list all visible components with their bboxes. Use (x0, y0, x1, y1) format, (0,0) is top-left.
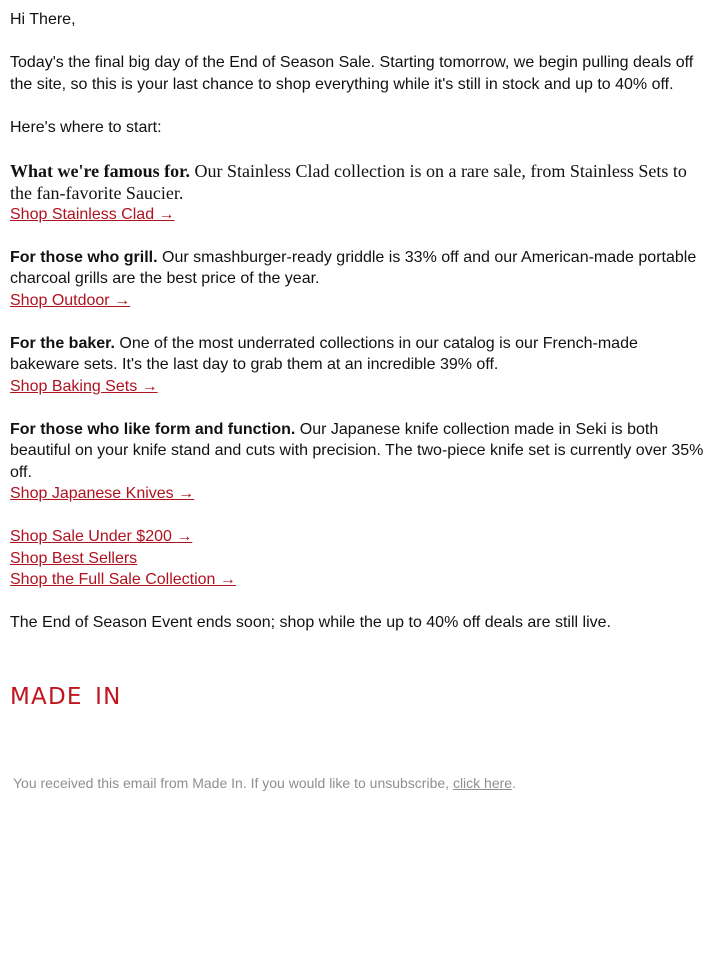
shop-japanese-knives-link[interactable]: Shop Japanese Knives → (10, 485, 195, 502)
shop-full-sale-link[interactable]: Shop the Full Sale Collection → (10, 571, 236, 588)
section-body: Our smashburger-ready griddle is 33% off and our American-made portable charcoal grills are the best price of the year. (10, 248, 697, 287)
section-text (10, 247, 710, 290)
section-heading: For those who like form and function. (10, 420, 296, 438)
section-text (10, 419, 710, 484)
section-text (10, 160, 710, 204)
shop-best-sellers-link[interactable]: Shop Best Sellers (10, 549, 138, 567)
footer-text: You received this email from Made In. If you would like to unsubscribe, (13, 775, 453, 791)
unsubscribe-link[interactable]: click here (452, 775, 513, 791)
extra-links (10, 526, 710, 591)
footer (13, 775, 516, 791)
section-baking (10, 333, 710, 398)
section-body: One of the most underrated collections in our catalog is our French-made bakeware sets. It's the last day to grab them at an incredible 39% off. (10, 334, 638, 373)
made-in-logo[interactable]: MADE IN (10, 684, 122, 710)
section-heading: What we're famous for. (10, 160, 190, 181)
start-text: Here's where to start: (10, 118, 162, 136)
shop-outdoor-link[interactable]: Shop Outdoor → (10, 291, 131, 309)
section-body: Our Stainless Clad collection is on a rare sale, from Stainless Sets to the fan-favorite Saucier. (10, 160, 687, 203)
closing-text: The End of Season Event ends soon; shop while the up to 40% off deals are still live. (10, 614, 611, 631)
section-outdoor (10, 247, 710, 312)
section-heading: For the baker. (10, 334, 115, 352)
section-body: Our Japanese knife collection made in Seki is both beautiful on your knife stand and cuts with precision. The two-piece knife set is currently over 35% off. (10, 420, 704, 481)
email-body (10, 9, 710, 634)
shop-baking-sets-link[interactable]: Shop Baking Sets → (10, 377, 158, 395)
shop-stainless-clad-link[interactable]: Shop Stainless Clad → (10, 205, 175, 223)
greeting: Hi There, (10, 11, 76, 28)
intro-paragraph: Today's the final big day of the End of Season Sale. Starting tomorrow, we begin pulling deals off the site, so this is your last chance to shop everything while it's still in stock and up to 40% off. (10, 54, 694, 93)
section-stainless (10, 160, 710, 226)
section-text (10, 333, 710, 376)
footer-end: . (512, 775, 516, 791)
section-knives (10, 419, 710, 505)
shop-sale-under-200-link[interactable]: Shop Sale Under $200 → (10, 528, 193, 545)
section-heading: For those who grill. (10, 248, 158, 266)
